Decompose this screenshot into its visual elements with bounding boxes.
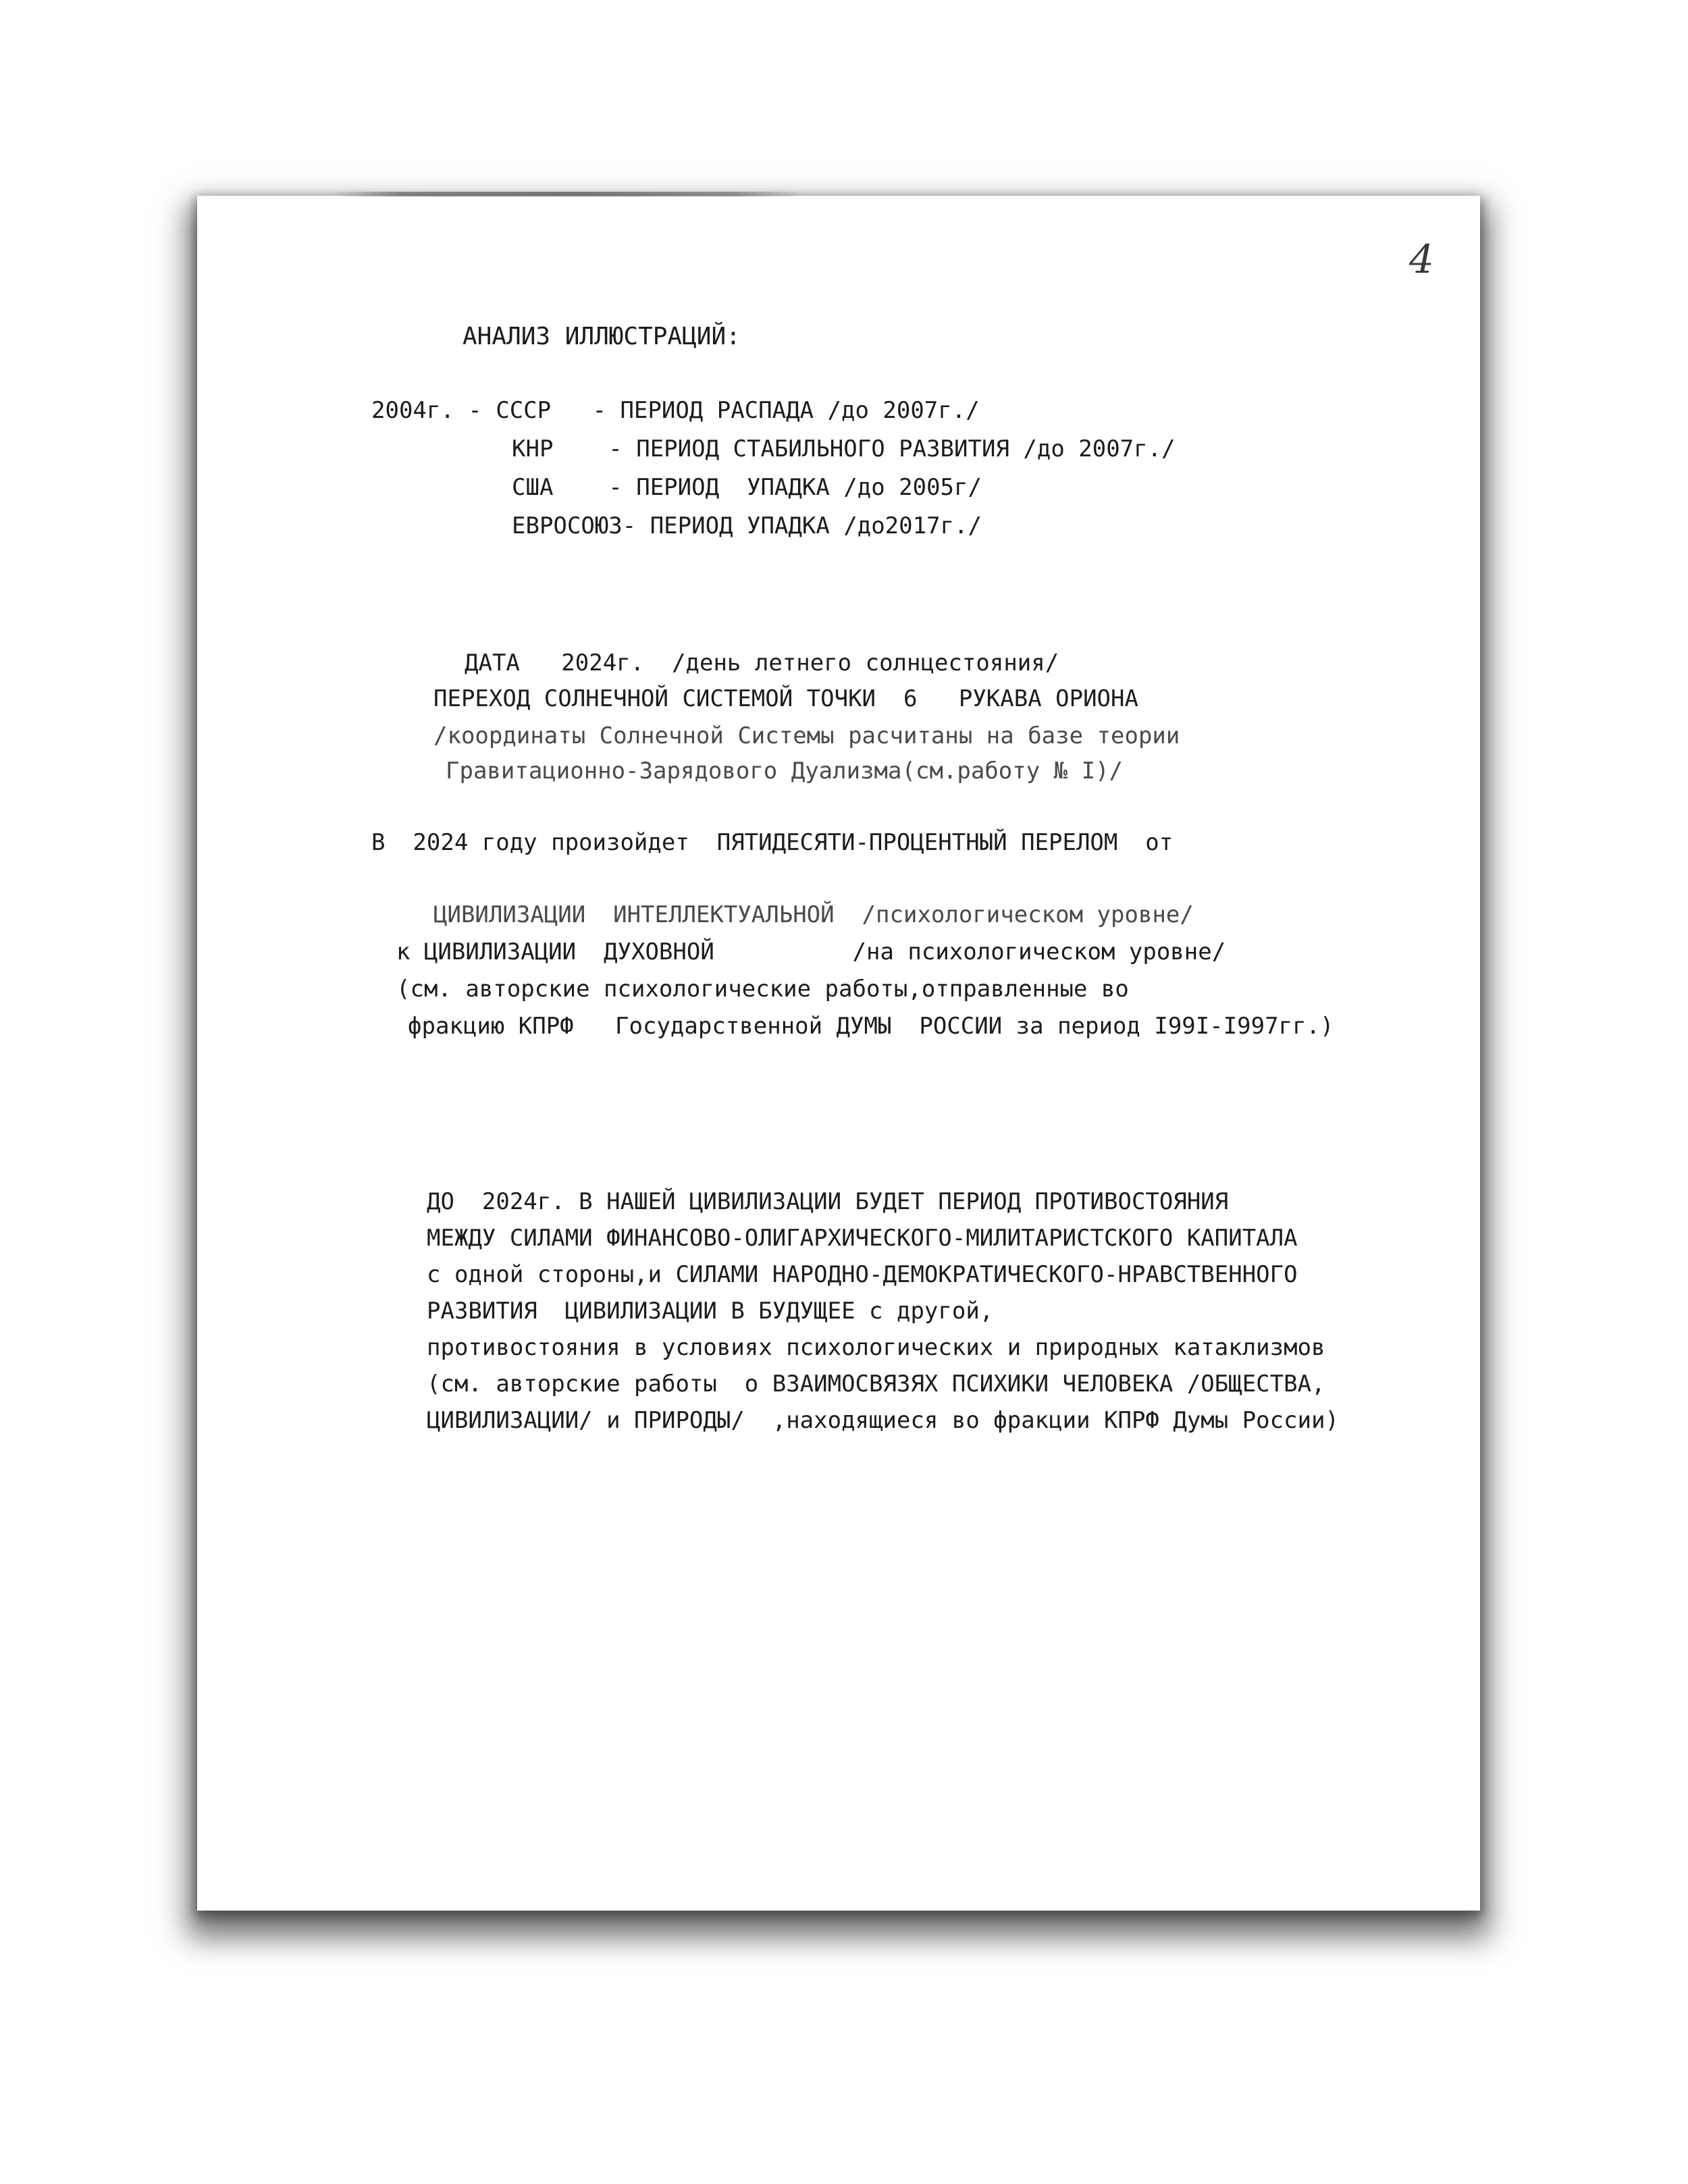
analysis-heading: АНАЛИЗ ИЛЛЮСТРАЦИЙ: <box>463 323 741 350</box>
coordinates-line: /координаты Солнечной Системы расчитаны на базе теории <box>433 722 1180 749</box>
date-line: ДАТА 2024г. /день летнего солнцестояния/ <box>465 649 1059 676</box>
period-line-usa: США - ПЕРИОД УПАДКА /до 2005г/ <box>512 474 982 501</box>
period-line-eu: ЕВРОСОЮЗ- ПЕРИОД УПАДКА /до2017г./ <box>512 512 982 539</box>
duma-reference-line: фракцию КПРФ Государственной ДУМЫ РОССИИ за период I99I-I997гг.) <box>408 1013 1334 1040</box>
confrontation-line-6: (см. авторские работы о ВЗАИМОСВЯЗЯХ ПСИХИКИ ЧЕЛОВЕКА /ОБЩЕСТВА, <box>427 1370 1325 1397</box>
confrontation-line-3: с одной стороны,и СИЛАМИ НАРОДНО-ДЕМОКРАТИЧЕСКОГО-НРАВСТВЕННОГО <box>427 1261 1298 1288</box>
works-reference-line: (см. авторские психологические работы,отправленные во <box>396 976 1129 1003</box>
civilization-intellectual-line: ЦИВИЛИЗАЦИИ ИНТЕЛЛЕКТУАЛЬНОЙ /психологическом уровне/ <box>433 901 1194 928</box>
period-line-ussr: 2004г. - СССР - ПЕРИОД РАСПАДА /до 2007г./ <box>371 397 980 424</box>
forecast-line: В 2024 году произойдет ПЯТИДЕСЯТИ-ПРОЦЕНТНЫЙ ПЕРЕЛОМ от <box>371 829 1173 856</box>
confrontation-line-2: МЕЖДУ СИЛАМИ ФИНАНСОВО-ОЛИГАРХИЧЕСКОГО-МИЛИТАРИСТСКОГО КАПИТАЛА <box>427 1225 1298 1252</box>
period-line-china: КНР - ПЕРИОД СТАБИЛЬНОГО РАЗВИТИЯ /до 2007г./ <box>512 435 1176 462</box>
civilization-spiritual-line: к ЦИВИЛИЗАЦИИ ДУХОВНОЙ /на психологическом уровне/ <box>396 938 1226 965</box>
confrontation-line-5: противостояния в условиях психологических и природных катаклизмов <box>427 1334 1325 1361</box>
confrontation-line-1: ДО 2024г. В НАШЕЙ ЦИВИЛИЗАЦИИ БУДЕТ ПЕРИОД ПРОТИВОСТОЯНИЯ <box>427 1188 1229 1215</box>
transition-line: ПЕРЕХОД СОЛНЕЧНОЙ СИСТЕМОЙ ТОЧКИ 6 РУКАВА ОРИОНА <box>433 685 1138 712</box>
document-page <box>197 196 1480 1911</box>
confrontation-line-4: РАЗВИТИЯ ЦИВИЛИЗАЦИИ В БУДУЩЕЕ с другой, <box>427 1298 994 1325</box>
scan-edge-mark <box>332 192 805 196</box>
page-number: 4 <box>1409 236 1434 282</box>
theory-line: Гравитационно-Зарядового Дуализма(см.работу № I)/ <box>446 757 1124 784</box>
confrontation-line-7: ЦИВИЛИЗАЦИИ/ и ПРИРОДЫ/ ,находящиеся во фракции КПРФ Думы России) <box>427 1407 1340 1434</box>
